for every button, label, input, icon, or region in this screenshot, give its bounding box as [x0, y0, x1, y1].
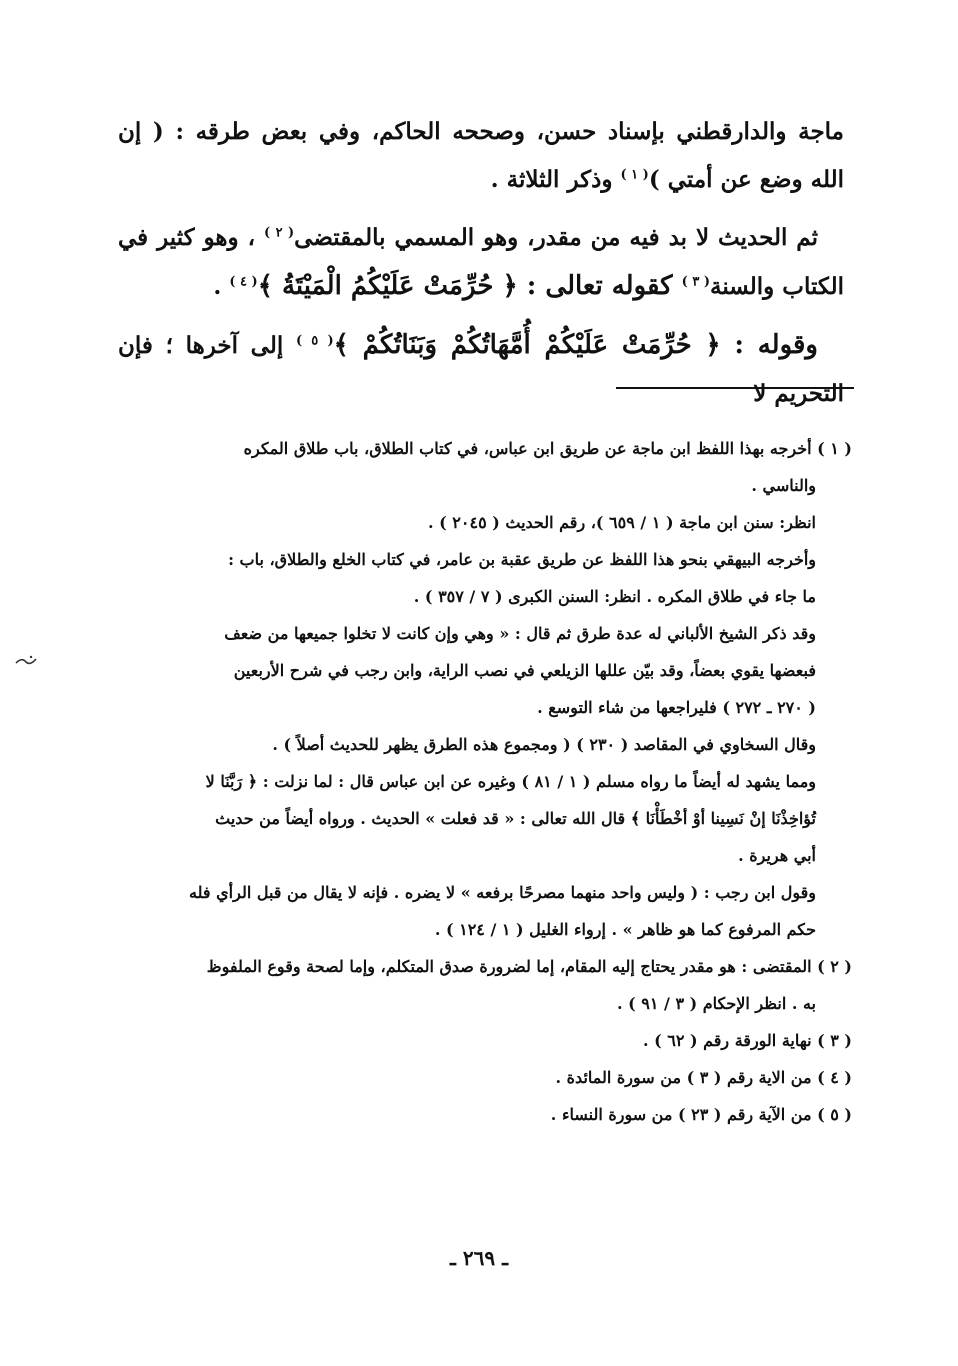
paragraph-1-text: ماجة والدارقطني بإسناد حسن، وصححه الحاكم، وفي بعض طرقه : ( إن الله وضع عن أمتي )	[118, 118, 844, 193]
paragraph-2	[118, 214, 844, 311]
footnote-1-line: وقول ابن رجب : ( وليس واحد منهما مصرحًا برفعه » لا يضره . فإنه لا يقال من قبل الرأي فله	[189, 883, 816, 902]
main-text	[118, 108, 844, 428]
footnote-ref-5[interactable]: ( ٥ )	[295, 333, 334, 349]
footnote-2-line: به . انظر الإحكام ( ٣ / ٩١ ) .	[617, 994, 816, 1013]
footnote-separator	[616, 387, 854, 389]
paragraph-3-text: إلى آخرها ؛ فإن التحريم لا	[118, 332, 844, 407]
paragraph-3	[118, 321, 844, 418]
footnote-ref-3[interactable]: ( ٣ )	[681, 274, 710, 290]
quran-verse-1: كقوله تعالى : ﴿ حُرِّمَتْ عَلَيْكُمُ الْمَيْتَةُ ﴾	[257, 271, 682, 301]
paragraph-1	[118, 108, 844, 204]
footnote-ref-4[interactable]: ( ٤ )	[229, 274, 258, 290]
paragraph-2-text-b: ، وهو كثير في الكتاب والسنة	[118, 224, 844, 300]
footnote-5: ( ٥ ) من الآية رقم ( ٢٣ ) من سورة النساء .	[550, 1105, 852, 1124]
footnote-1-line: حكم المرفوع كما هو ظاهر » . إرواء الغليل ( ١ / ١٢٤ ) .	[434, 920, 816, 939]
page-number: ـ ٢٦٩ ـ	[450, 1246, 508, 1270]
paragraph-1-end: وذكر الثلاثة .	[490, 166, 621, 193]
quran-verse-2: وقوله : ﴿ حُرِّمَتْ عَلَيْكُمْ أُمَّهَاتُكُمْ وَبَنَاتُكُمْ ﴾	[333, 330, 818, 360]
footnote-1-line: تُؤاخِذْنَا إنْ نَسِينا أوْ أخْطَأْنَا ﴾ قال الله تعالى : « قد فعلت » الحديث . ورواه أيضاً من حديث	[215, 809, 816, 828]
paragraph-2-text-a: ثم الحديث لا بد فيه من مقدر، وهو المسمي بالمقتضى	[294, 224, 818, 251]
footnote-1-line: انظر: سنن ابن ماجة ( ١ / ٦٥٩ )، رقم الحديث ( ٢٠٤٥ ) .	[428, 513, 816, 532]
footnote-4: ( ٤ ) من الاية رقم ( ٣ ) من سورة المائدة .	[555, 1068, 852, 1087]
footnote-1-line: ( ١ ) أخرجه بهذا اللفظ ابن ماجة عن طريق ابن عباس، في كتاب الطلاق، باب طلاق المكره	[243, 439, 852, 458]
footnote-ref-2[interactable]: ( ٢ )	[263, 225, 295, 241]
footnote-2-line: ( ٢ ) المقتضى : هو مقدر يحتاج إليه المقام، إما لضرورة صدق المتكلم، وإما لصحة وقوع الملفوظ	[206, 957, 852, 976]
footnote-1-line: ما جاء في طلاق المكره . انظر: السنن الكبرى ( ٧ / ٣٥٧ ) .	[413, 587, 816, 606]
footnote-1-line: أبي هريرة .	[738, 846, 816, 865]
footnote-ref-1[interactable]: ( ١ )	[620, 167, 649, 183]
footnotes	[118, 430, 852, 1133]
footnote-1-line: وقال السخاوي في المقاصد ( ٢٣٠ ) ( ومجموع هذه الطرق يظهر للحديث أصلاً ) .	[272, 735, 816, 754]
footnote-1-line: والناسي .	[751, 476, 816, 495]
margin-mark-icon	[14, 654, 38, 668]
footnote-1-line: وقد ذكر الشيخ الألباني له عدة طرق ثم قال : « وهي وإن كانت لا تخلوا جميعها من ضعف	[224, 624, 816, 643]
footnote-1-line: وأخرجه البيهقي بنحو هذا اللفظ عن طريق عقبة بن عامر، في كتاب الخلع والطلاق، باب :	[228, 550, 816, 569]
footnote-1-line: فبعضها يقوي بعضاً، وقد بيّن عللها الزيلعي في نصب الراية، وابن رجب في شرح الأربعين	[233, 661, 816, 680]
paragraph-2-end: .	[213, 273, 230, 300]
footnote-1-line: ( ٢٧٠ ـ ٢٧٢ ) فليراجعها من شاء التوسع .	[537, 698, 816, 717]
footnote-1-line: ومما يشهد له أيضاً ما رواه مسلم ( ١ / ٨١ ) وغيره عن ابن عباس قال : لما نزلت : ﴿ رَبَّنَا لا	[205, 772, 816, 791]
footnote-3: ( ٣ ) نهاية الورقة رقم ( ٦٢ ) .	[642, 1031, 852, 1050]
